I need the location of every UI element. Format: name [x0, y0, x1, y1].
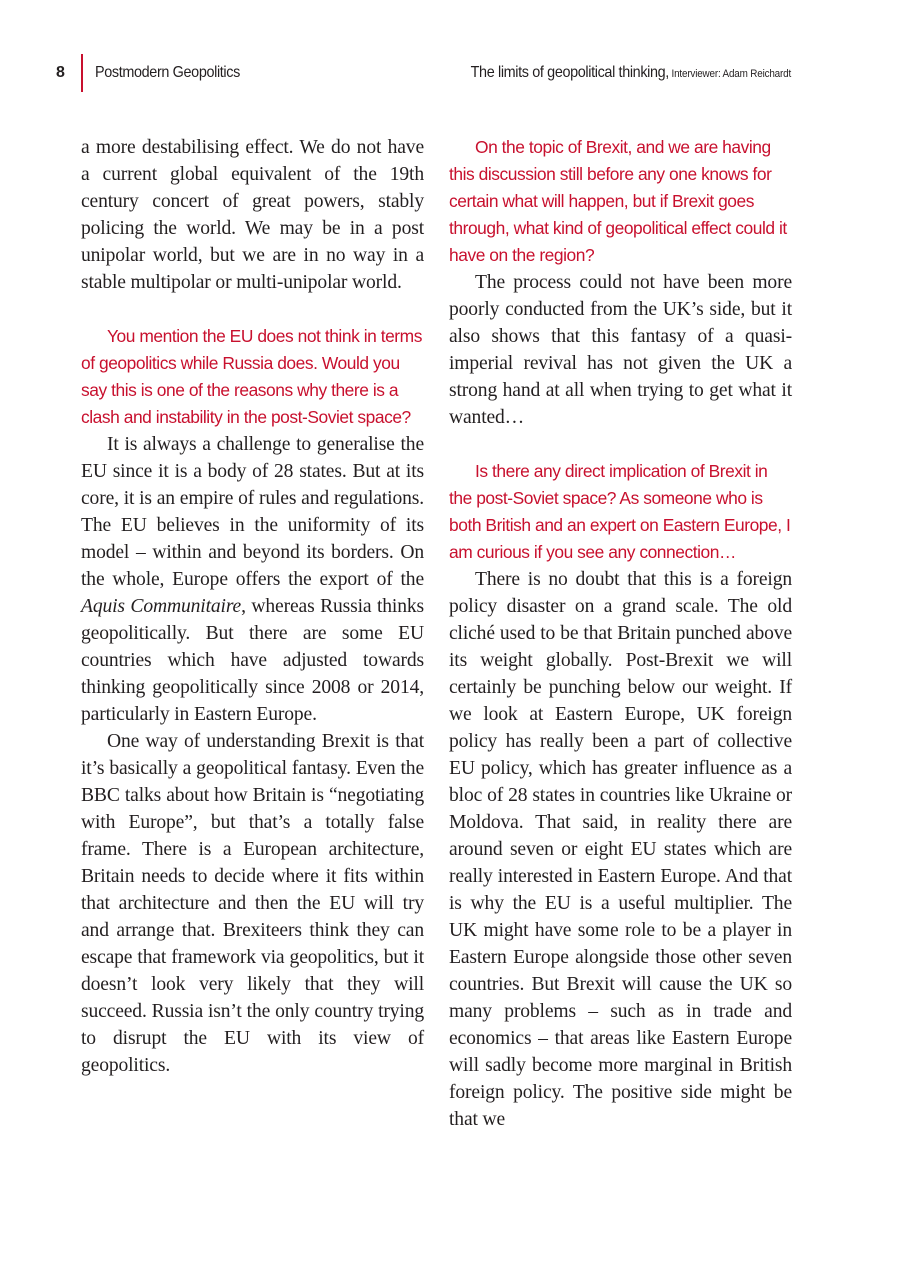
answer-paragraph — [81, 431, 424, 728]
paragraph-gap — [81, 296, 424, 323]
answer-text: , whereas Russia thinks geopolitically. But there are some EU countries which have adjusted towards thinking geopolitically since 2008 or 2014, particularly in Eastern Europe. — [81, 596, 424, 725]
article-title: The limits of geopolitical thinking, — [470, 64, 669, 81]
header-divider — [81, 54, 83, 92]
article-heading — [471, 64, 791, 82]
right-column — [449, 134, 792, 1133]
answer-paragraph: There is no doubt that this is a foreign policy disaster on a grand scale. The old cliché used to be that Britain punched above its weight globally. Post-Brexit we will certainly be punching below our weight. If we look at Eastern Europe, UK foreign policy has really been a part of collective EU policy, which has greater influence as a bloc of 28 states in countries like Ukraine or Moldova. That said, in reality there are around seven or eight EU states which are really interested in Eastern Europe. And that is why the EU is a useful multiplier. The UK might have some role to be a player in Eastern Europe alongside those other seven countries. But Brexit will cause the UK so many problems – such as in trade and economics – that areas like Eastern Europe will sadly become more marginal in British foreign policy. The positive side might be that we — [449, 569, 792, 1130]
running-header — [0, 62, 899, 96]
left-column — [81, 134, 424, 1079]
interview-question: You mention the EU does not think in terms of geopolitics while Russia does. Would you say this is one of the reasons why there is a clash and instability in the post-Soviet space? — [81, 326, 422, 427]
answer-paragraph: a more destabilising effect. We do not have a current global equivalent of the 19th century concert of great powers, stably policing the world. We may be in a post unipolar world, but we are in no way in a stable multipolar or multi-unipolar world. — [81, 137, 424, 293]
interview-question: Is there any direct implication of Brexit in the post-Soviet space? As someone who is both British and an expert on Eastern Europe, I am curious if you see any connection… — [449, 461, 791, 562]
italic-term: Aquis Communitaire — [81, 596, 242, 617]
answer-paragraph: The process could not have been more poorly conducted from the UK’s side, but it also shows that this fantasy of a quasi-imperial revival has not given the UK a strong hand at all when trying to get what it wanted… — [449, 272, 792, 428]
answer-text: It is always a challenge to generalise the EU since it is a body of 28 states. But at its core, it is an empire of rules and regulations. The EU believes in the uniformity of its model – within and beyond its borders. On the whole, Europe offers the export of the — [81, 434, 424, 590]
interview-question: On the topic of Brexit, and we are having this discussion still before any one knows for certain what will happen, but if Brexit goes through, what kind of geopolitical effect could it have on the region? — [449, 137, 787, 265]
page-number: 8 — [56, 64, 65, 81]
answer-paragraph: One way of understanding Brexit is that it’s basically a geopolitical fantasy. Even the BBC talks about how Britain is “negotiating with Europe”, but that’s a totally false frame. There is a European architecture, Britain needs to decide where it fits within that architecture and then the EU will try and arrange that. Brexiteers think they can escape that framework via geopolitics, but it doesn’t look very likely that they will succeed. Russia isn’t the only country trying to disrupt the EU with its view of geopolitics. — [81, 731, 424, 1076]
article-interviewer: Interviewer: Adam Reichardt — [668, 68, 791, 80]
paragraph-gap — [449, 431, 792, 458]
section-title: Postmodern Geopolitics — [95, 64, 240, 81]
